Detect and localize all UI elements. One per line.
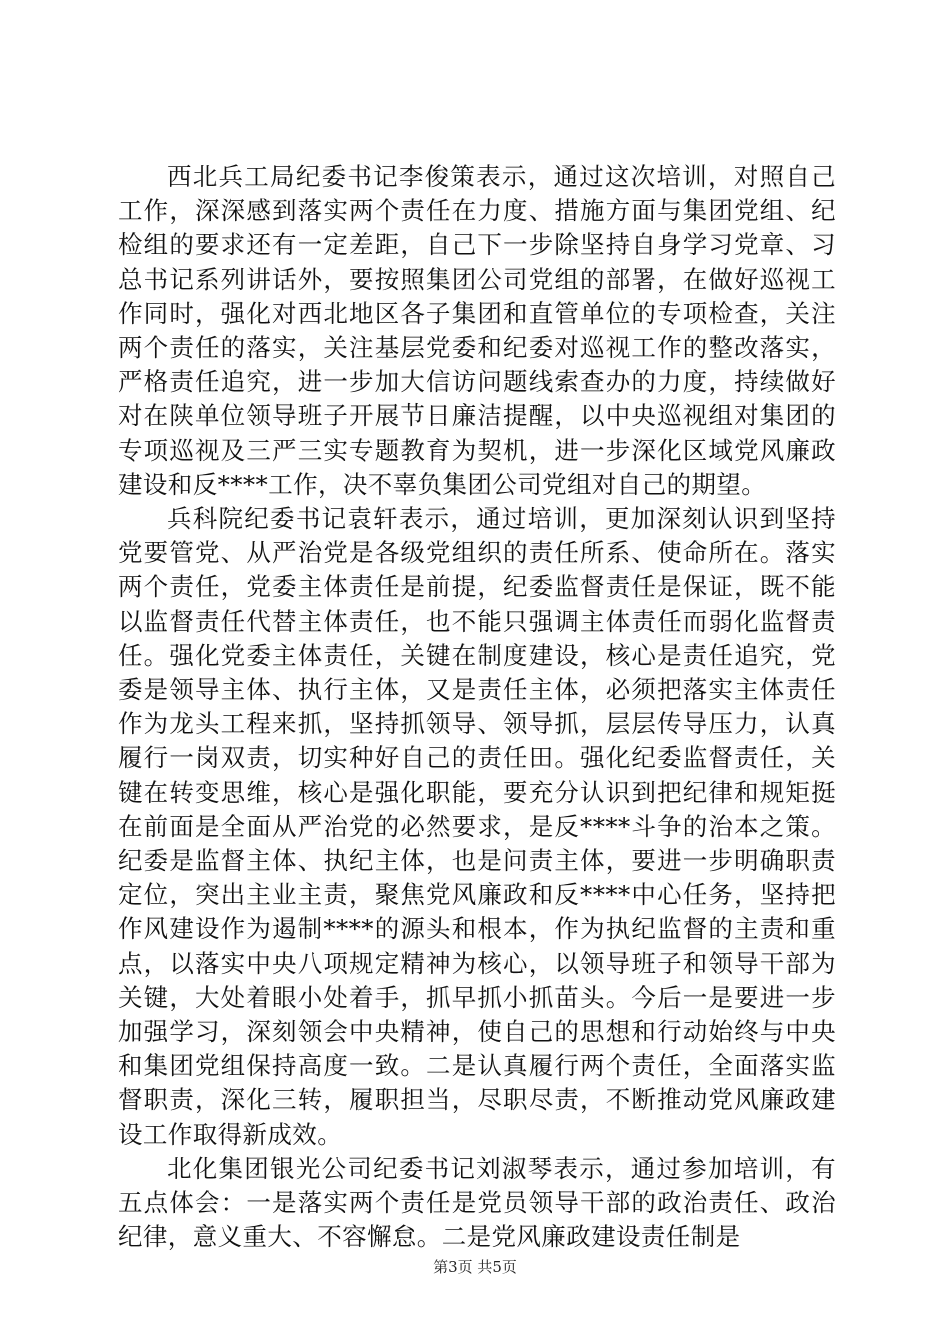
page-footer: 第3页 共5页: [433, 1258, 517, 1276]
paragraph-northwest-ordnance: 西北兵工局纪委书记李俊策表示，通过这次培训，对照自己工作，深深感到落实两个责任在力度、措施方面与集团党组、纪检组的要求还有一定差距，自己下一步除坚持自身学习党章、习总书记系列讲话外，要按照集团公司党组的部署，在做好巡视工作同时，强化对西北地区各子集团和直管单位的专项检查，关注两个责任的落实，关注基层党委和纪委对巡视工作的整改落实，严格责任追究，进一步加大信访问题线索查办的力度，持续做好对在陕单位领导班子开展节日廉洁提醒，以中央巡视组对集团的专项巡视及三严三实专题教育为契机，进一步深化区域党风廉政建设和反****工作，决不辜负集团公司党组对自己的期望。: [118, 162, 836, 499]
document-body: [118, 160, 836, 1255]
paragraph-beihua-yinguang: 北化集团银光公司纪委书记刘淑琴表示，通过参加培训，有五点体会：一是落实两个责任是党员领导干部的政治责任、政治纪律，意义重大、不容懈怠。二是党风廉政建设责任制是: [118, 1153, 836, 1252]
paragraph-ordnance-academy: 兵科院纪委书记袁轩表示，通过培训，更加深刻认识到坚持党要管党、从严治党是各级党组织的责任所系、使命所在。落实两个责任，党委主体责任是前提，纪委监督责任是保证，既不能以监督责任代替主体责任，也不能只强调主体责任而弱化监督责任。强化党委主体责任，关键在制度建设，核心是责任追究，党委是领导主体、执行主体，又是责任主体，必须把落实主体责任作为龙头工程来抓，坚持抓领导、领导抓，层层传导压力，认真履行一岗双责，切实种好自己的责任田。强化纪委监督责任，关键在转变思维，核心是强化职能，要充分认识到把纪律和规矩挺在前面是全面从严治党的必然要求，是反****斗争的治本之策。纪委是监督主体、执纪主体，也是问责主体，要进一步明确职责定位，突出主业主责，聚焦党风廉政和反****中心任务，坚持把作风建设作为遏制****的源头和根本，作为执纪监督的主责和重点，以落实中央八项规定精神为核心，以领导班子和领导干部为关键，大处着眼小处着手，抓早抓小抓苗头。今后一是要进一步加强学习，深刻领会中央精神，使自己的思想和行动始终与中央和集团党组保持高度一致。二是认真履行两个责任，全面落实监督职责，深化三转，履职担当，尽职尽责，不断推动党风廉政建设工作取得新成效。: [118, 504, 836, 1149]
